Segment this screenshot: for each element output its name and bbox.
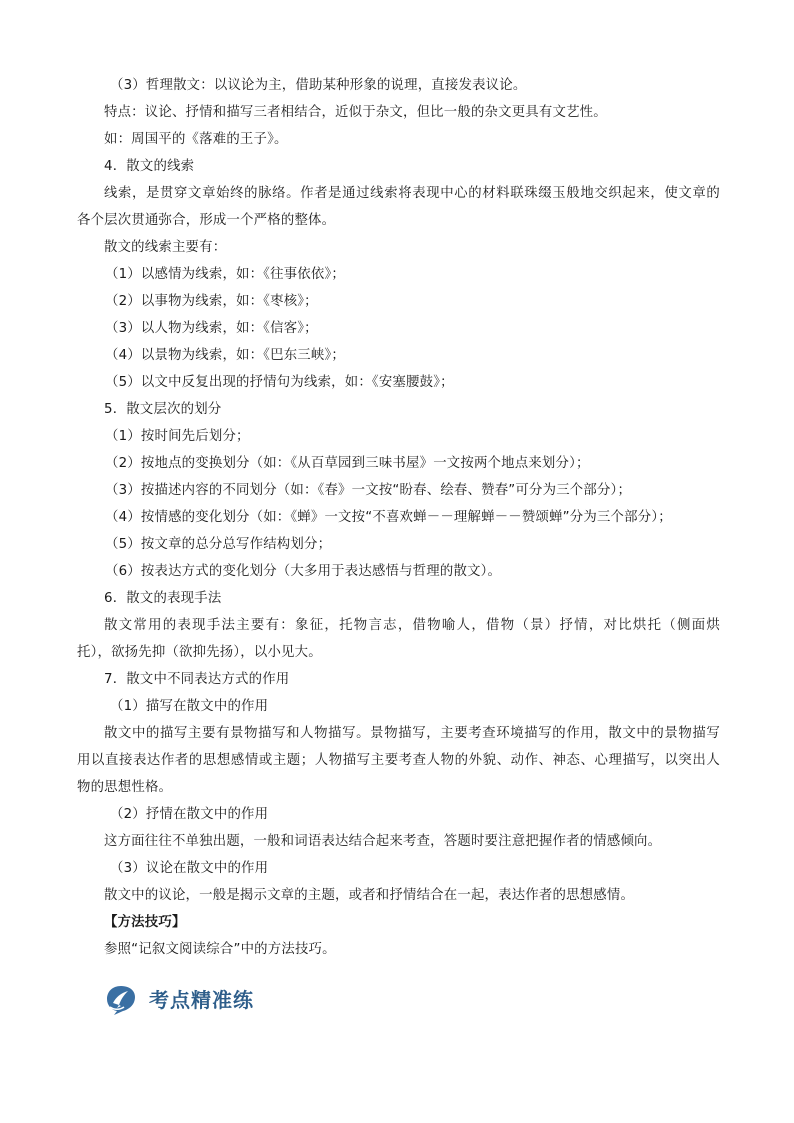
text-line: 用以直接表达作者的思想感情或主题；人物描写主要考查人物的外貌、动作、神态、心理描写，以突出人 — [77, 753, 720, 768]
list-item: （4）以景物为线索，如：《巴东三峡》； — [105, 348, 345, 363]
subheading: （3）议论在散文中的作用 — [110, 861, 269, 876]
section-heading: 7．散文中不同表达方式的作用 — [104, 672, 290, 687]
text-line: 托），欲扬先抑（欲抑先扬），以小见大。 — [77, 645, 322, 660]
text-line: 各个层次贯通弥合，形成一个严格的整体。 — [77, 213, 336, 228]
list-item: （2）按地点的变换划分（如：《从百草园到三味书屋》一文按两个地点来划分）； — [105, 456, 590, 471]
section-heading: 6．散文的表现手法 — [104, 591, 222, 606]
text-line: 散文中的议论，一般是揭示文章的主题，或者和抒情结合在一起，表达作者的思想感情。 — [104, 888, 635, 903]
text-line: 物的思想性格。 — [77, 780, 173, 795]
text-line: 特点：议论、抒情和描写三者相结合，近似于杂文，但比一般的杂文更具有文艺性。 — [104, 105, 607, 120]
subheading: （2）抒情在散文中的作用 — [110, 807, 269, 822]
text-line: 线索，是贯穿文章始终的脉络。作者是通过线索将表现中心的材料联珠缀玉般地交织起来，使文章的 — [104, 186, 720, 201]
text-line: 散文常用的表现手法主要有：象征，托物言志，借物喻人，借物（景）抒情，对比烘托（侧面烘 — [104, 618, 720, 633]
subheading: （1）描写在散文中的作用 — [110, 699, 269, 714]
list-item: （5）以文中反复出现的抒情句为线索，如：《安塞腰鼓》； — [105, 375, 454, 390]
list-item: （3）按描述内容的不同划分（如：《春》一文按“盼春、绘春、赞春”可分为三个部分）； — [105, 483, 632, 498]
text-line: 参照“记叙文阅读综合”中的方法技巧。 — [104, 942, 336, 957]
section-heading: 4．散文的线索 — [104, 159, 195, 174]
list-item: （4）按情感的变化划分（如：《蝉》一文按“不喜欢蝉－－理解蝉－－赞颂蝉”分为三个部分）； — [105, 510, 672, 525]
list-item: （2）以事物为线索，如：《枣核》； — [105, 294, 318, 309]
list-item: （5）按文章的总分总写作结构划分； — [105, 537, 332, 552]
text-line: 这方面往往不单独出题，一般和词语表达结合起来考查，答题时要注意把握作者的情感倾向。 — [104, 834, 662, 849]
list-item: （1）按时间先后划分； — [105, 429, 250, 444]
section-heading: 5．散文层次的划分 — [104, 402, 222, 417]
list-item: （6）按表达方式的变化划分（大多用于表达感悟与哲理的散文）。 — [105, 564, 502, 579]
text-line: （3）哲理散文：以议论为主，借助某种形象的说理，直接发表议论。 — [110, 78, 527, 93]
pencil-swirl-icon — [104, 983, 138, 1017]
text-line: 如：周国平的《落难的王子》。 — [104, 132, 288, 147]
method-heading: 【方法技巧】 — [104, 915, 186, 930]
list-item: （1）以感情为线索，如：《往事依依》； — [105, 267, 345, 282]
section-banner-title: 考点精准练 — [149, 988, 254, 1012]
text-line: 散文中的描写主要有景物描写和人物描写。景物描写，主要考查环境描写的作用，散文中的景物描写 — [104, 726, 720, 741]
list-item: （3）以人物为线索，如：《信客》； — [105, 321, 318, 336]
text-line: 散文的线索主要有： — [104, 240, 227, 255]
